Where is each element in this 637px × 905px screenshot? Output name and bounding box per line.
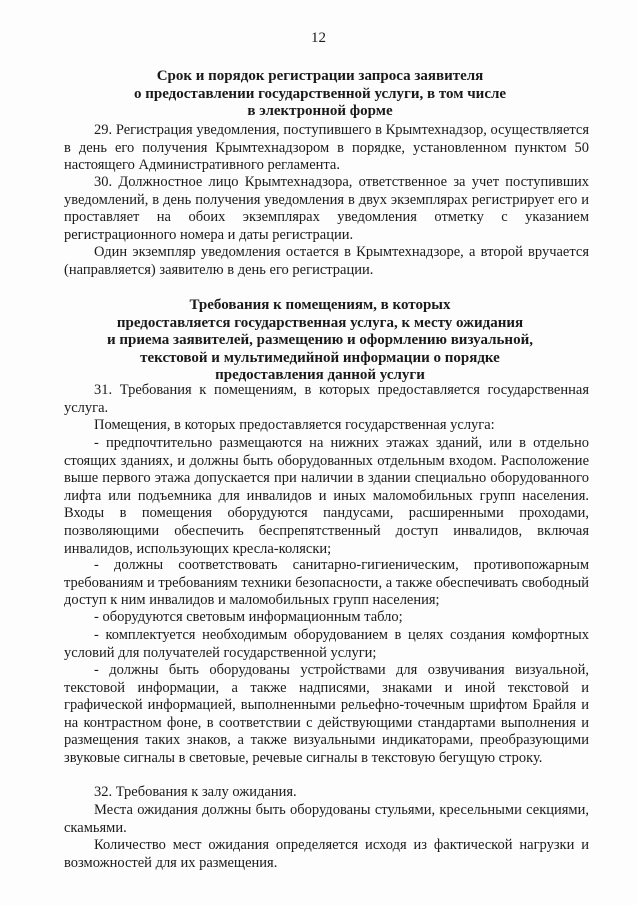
paragraph-waiting-count xyxy=(64,837,589,872)
paragraph-32 xyxy=(64,784,589,802)
section-heading-registration xyxy=(60,68,580,121)
paragraph-text: Места ожидания должны быть оборудованы стульями, кресельными секциями, скамьями. xyxy=(64,802,589,836)
list-item-accessibility-devices xyxy=(64,662,589,768)
heading-line: и приема заявителей, размещению и оформлению визуальной, xyxy=(107,332,533,348)
heading-line: текстовой и мультимедийной информации о порядке xyxy=(140,349,500,366)
paragraph-waiting-seats xyxy=(64,802,589,837)
paragraph-text: Количество мест ожидания определяется исходя из фактической нагрузки и возможностей для их размещения. xyxy=(64,837,589,871)
paragraph-31 xyxy=(64,382,589,417)
paragraph-29 xyxy=(64,122,589,175)
paragraph-text: - предпочтительно размещаются на нижних этажах зданий, или в отдельно стоящих зданиях, и должны быть оборудованных отдельным входом. Расположение выше первого этажа допускается при наличии в здании специально оборудованного лифта или подъемника для инвалидов и иных маломобильных групп населения. Входы в помещения оборудуются пандусами, расширенными проходами, позволяющими обеспечить беспрепятственный доступ инвалидов, включая инвалидов, использующих кресла-коляски; xyxy=(64,435,589,557)
paragraph-text: Один экземпляр уведомления остается в Крымтехнадзоре, а второй вручается (направляется) заявителю в день его регистрации. xyxy=(64,244,589,278)
heading-line: Срок и порядок регистрации запроса заявителя xyxy=(156,68,484,84)
paragraph-text: - должны соответствовать санитарно-гигиеническим, противопожарным требованиям и требованиям техники безопасности, а также обеспечивать свободный доступ к ним инвалидов и маломобильных групп населения; xyxy=(64,557,589,609)
paragraph-text: 31. Требования к помещениям, в которых предоставляется государственная услуга. xyxy=(64,382,589,416)
heading-line: предоставления данной услуги xyxy=(215,367,425,383)
paragraph-text: 32. Требования к залу ожидания. xyxy=(94,784,297,800)
paragraph-premises-intro xyxy=(64,417,589,435)
paragraph-text: 30. Должностное лицо Крымтехнадзора, ответственное за учет поступивших уведомлений, в день получения уведомления в двух экземплярах регистрирует его и проставляет на обоих экземплярах уведомления отметку с указанием регистрационного номера и даты регистрации. xyxy=(64,174,589,243)
paragraph-text: 29. Регистрация уведомления, поступившего в Крымтехнадзор, осуществляется в день его получения Крымтехнадзором в порядке, установленном пунктом 50 настоящего Административного регламента. xyxy=(64,122,589,174)
paragraph-text: Помещения, в которых предоставляется государственная услуга: xyxy=(94,417,495,433)
paragraph-text: - оборудуются световым информационным табло; xyxy=(94,609,403,625)
section-heading-premises xyxy=(60,297,580,385)
heading-line: в электронной форме xyxy=(247,103,393,119)
heading-line: предоставляется государственная услуга, к месту ожидания xyxy=(116,314,524,331)
page-number: 12 xyxy=(311,30,326,46)
paragraph-text: - должны быть оборудованы устройствами для озвучивания визуальной, текстовой информации, а также надписями, знаками и иной текстовой и графической информацией, выполненными рельефно-точечным шрифтом Брайля и на контрастном фоне, в соответствии с действующими стандартами выполнения и размещения таких знаков, а также визуальными индикаторами, преобразующими звуковые сигналы в световые, речевые сигналы в текстовую бегущую строку. xyxy=(64,662,589,766)
heading-line: Требования к помещениям, в которых xyxy=(189,297,451,313)
list-item-sanitary xyxy=(64,557,589,610)
list-item-location xyxy=(64,435,589,558)
paragraph-copy xyxy=(64,244,589,279)
list-item-info-board xyxy=(64,609,589,627)
paragraph-30 xyxy=(64,174,589,244)
list-item-equipment xyxy=(64,627,589,662)
paragraph-text: - комплектуется необходимым оборудованием в целях создания комфортных условий для получателей государственной услуги; xyxy=(64,627,589,661)
heading-line: о предоставлении государственной услуги, в том числе xyxy=(133,85,507,102)
